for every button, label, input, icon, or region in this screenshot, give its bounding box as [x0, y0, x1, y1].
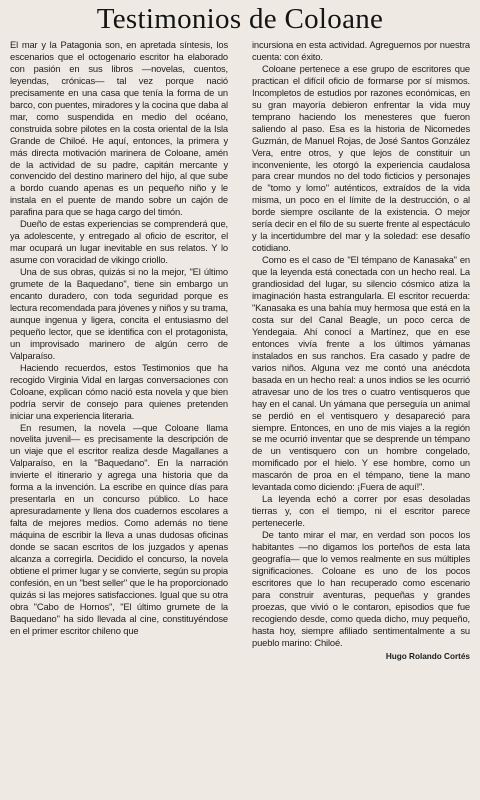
right-column: [252, 39, 470, 791]
paragraph: El mar y la Patagonia son, en apretada síntesis, los escenarios que el octogenario escritor ha elaborado con pasión en sus libros —novelas, cuentos, leyendas, crónicas— tal vez porque nació precisamente en una casa que tenía la forma de un barco, con puentes, miradores y la cocina que daba al mar, como suspendida en medio del océano, construida sobre pilotes en la costa oriental de la Isla Grande de Chiloé. He aquí, entonces, la primera y más directa motivación marinera de Coloane, amén de la actividad de su padre, capitán mercante y convencido del destino marinero del hijo, al que sube a bordo cuando apenas es un pequeño niño y le instala en el puente de mando sobre un cajón de parafina para que se haga cargo del timón.: [10, 39, 228, 218]
paragraph: De tanto mirar el mar, en verdad son pocos los habitantes —no digamos los porteños de esta lata geografía— que lo vemos realmente en sus múltiples significaciones. Coloane es uno de los pocos escritores que lo han recuperado como escenario para construir aventuras, pequeñas y grandes proezas, que vivió o le contaron, episodios que fue recogiendo desde, como queda dicho, muy pequeño, hasta hoy, siempre afiliado sentimentalmente a su pueblo marino: Chiloé.: [252, 529, 470, 648]
paragraph: Haciendo recuerdos, estos Testimonios que ha recogido Virginia Vidal en largas conversaciones con Coloane, explican cómo nació esta novela y que bien podría servir de consejo para quienes pretenden iniciar una experiencia literaria.: [10, 361, 228, 421]
paragraph: Como es el caso de "El témpano de Kanasaka" en que la leyenda está conectada con un hecho real. La grandiosidad del lugar, su silencio cósmico atiza la imaginación hasta estrangularla. El escritor recuerda: "Kanasaka es una bahía muy hermosa que está en la costa sur del Canal Beagle, un poco cerca de Yendegaia. Ahí conocí a Martínez, que en ese entonces vivía frente a los últimos yámanas instalados en sus ranchos. Era casado y padre de varios niños. Alguna vez me contó una anécdota basada en un hecho real: a unos indios se les ocurrió atravesar uno de los tres o cuatro ventisqueros que hay en el canal. Un yámana que perseguía un animal se perdió en el ventisquero y desapareció para siempre. Entonces, en uno de mis viajes a la región se me ocurrió inventar que se desprende un témpano de un ventisquero con un hombre congelado, momificado por el hielo. Y ese hombre, como un mascarón de proa en el témpano, tiene la mano levantada como diciendo: ¡Fuera de aquí!".: [252, 254, 470, 493]
paragraph: Coloane pertenece a ese grupo de escritores que practican el difícil oficio de formarse por sí mismos. Incompletos de estudios por razones económicas, en su gran mayoría debieron enfrentar la vida muy temprano haciendo los menesteres que fueron saliendo al paso. Esa es la historia de Nicomedes Guzmán, de Manuel Rojas, de José Santos González Vera, entre otros, y que lejos de constituir un inconveniente, les otorgó la experiencia caudalosa para crear mundos no del todo ficticios y personajes de "tomo y lomo" auténticos, extraídos de la vida misma, un poco en el límite de la destrucción, o al borde siempre oscilante de la existencia. O mejor sería decir en el filo de su suerte frente al espectáculo y la incertidumbre del mar y la soledad: ese desafío cotidiano.: [252, 62, 470, 254]
article-byline: Hugo Rolando Cortés: [385, 651, 470, 661]
paragraph: incursiona en esta actividad. Agreguemos por nuestra cuenta: con éxito.: [252, 39, 470, 62]
paragraph: Dueño de estas experiencias se comprenderá que, ya adolescente, y entregado al oficio de escritor, el mar ocupará un lugar inevitable en sus relatos. Y lo asume con voracidad de vikingo criollo.: [10, 218, 228, 266]
paragraph: En resumen, la novela —que Coloane llama novelita juvenil— es precisamente la descripción de un viaje que el escritor realiza desde Magallanes a Valparaíso, en la "Baquedano". En la narración invierte el itinerario y agrega una historia que da forma a la invención. La escribe en quince días para presentarla en un concurso público. Lo hace apresuradamente y llena dos cuadernos escolares a falta de mejores medios. Como además no tiene máquina de escribir la lleva a unas dudosas oficinas donde se sacan escritos de los juzgados y apenas alcanza a corregirla. Decidido el concurso, la novela obtiene el primer lugar y se convierte, según su propia confesión, en un "best seller" que le ha proporcionado quizás si las mejores satisfacciones. Igual que su otra obra "Cabo de Hornos", "El último grumete de la Baquedano" ha sido llevada al cine, constituyéndose en el primer escritor chileno que: [10, 421, 228, 636]
left-column: [10, 39, 228, 791]
paragraph: La leyenda echó a correr por esas desoladas tierras y, con el tiempo, ni el escritor parece pertenecerle.: [252, 493, 470, 529]
article-headline: Testimonios de Coloane: [96, 3, 384, 35]
paragraph: Una de sus obras, quizás si no la mejor, "El último grumete de la Baquedano", tiene sin embargo un encanto duradero, con toda seguridad porque es lectura recomendada para jóvenes y niños y su trama, aunque ingenua y ligera, concita el entusiasmo del pequeño lector, que se identifica con el protagonista, un improvisado marinero de algún cerro de Valparaíso.: [10, 266, 228, 361]
